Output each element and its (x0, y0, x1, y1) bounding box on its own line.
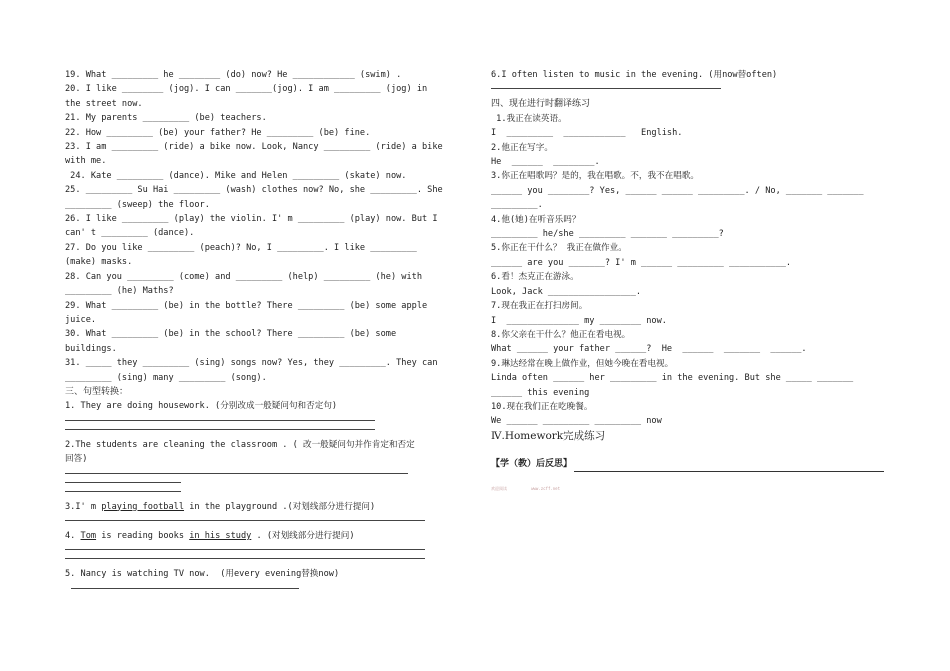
answer-line (65, 429, 375, 430)
reflection-label: 【学（教）后反思】 (491, 459, 573, 470)
exercise-line: _________ (he) Maths? (65, 286, 174, 297)
exercise-line: 21. My parents _________ (be) teachers. (65, 113, 267, 124)
exercise-line: 24. Kate _________ (dance). Mike and Helen _________ (skate) now. (65, 170, 407, 181)
translation-line: He ______ ________. (491, 157, 600, 168)
translation-line: 4.他(她)在听音乐吗？ (491, 214, 581, 225)
exercise-line: buildings. (65, 343, 117, 354)
exercise-line: _________ (sweep) the floor. (65, 199, 210, 210)
answer-line (65, 491, 181, 492)
question-1: 1. They are doing housework. (分别改成一般疑问句和否定句) (65, 401, 338, 412)
translation-line: ______ you ________? Yes, ______ ______ _________. / No, _______ _______ (491, 185, 864, 196)
exercise-line: 29. What _________ (be) in the bottle? There _________ (be) some apple (65, 300, 428, 311)
translation-exercises (491, 112, 901, 429)
answer-line (65, 420, 375, 421)
answer-line (491, 88, 721, 89)
exercise-line: juice. (65, 314, 97, 325)
exercise-line: (make) masks. (65, 257, 133, 268)
answer-line (71, 588, 299, 589)
translation-line: I ______________ my ________ now. (491, 315, 667, 326)
translation-line: We ______ _________ _________ now (491, 416, 662, 427)
translation-line: 7.现在我正在打扫房间。 (491, 301, 588, 312)
left-column (65, 68, 470, 597)
translation-line: ______ are you _______? I' m ______ _________ ___________. (491, 257, 792, 268)
exercise-line: 28. Can you _________ (come) and _________ (help) _________ (he) with (65, 271, 422, 282)
exercise-line: 20. I like ________ (jog). I can _______(jog). I am _________ (jog) in (65, 84, 428, 95)
exercise-line: can' t _________ (dance). (65, 228, 195, 239)
translation-line: ______ this evening (491, 387, 590, 398)
question-3: 3.I' m playing football in the playground .(对划线部分进行提问) (65, 501, 376, 512)
section-4-title: 四、现在进行时翻译练习 (491, 99, 591, 110)
translation-line: Look, Jack _________________. (491, 286, 642, 297)
exercise-line: 22. How _________ (be) your father? He _________ (be) fine. (65, 127, 371, 138)
question-2: 2.The students are cleaning the classroom . ( 改一般疑问句并作肯定和否定 (65, 439, 415, 450)
translation-line: 5.你正在干什么？ 我正在做作业。 (491, 243, 627, 254)
question-4: 4. Tom is reading books in his study . (对划线部分进行提问) (65, 530, 355, 541)
exercise-line: 26. I like _________ (play) the violin. I' m _________ (play) now. But I (65, 214, 438, 225)
translation-line: 1.我正在读英语。 (491, 113, 567, 124)
translation-line: 9.琳达经常在晚上做作业，但她今晚在看电视。 (491, 358, 674, 369)
answer-line (65, 549, 425, 550)
translation-line: 6.看！杰克正在游泳。 (491, 272, 579, 283)
exercise-line: 30. What _________ (be) in the school? There _________ (be) some (65, 329, 397, 340)
section-3-title: 三、句型转换： (65, 386, 129, 397)
exercise-line: 31. _____ they _________ (sing) songs now? Yes, they _________. They can (65, 358, 438, 369)
translation-line: _________. (491, 200, 543, 211)
answer-line (65, 520, 425, 521)
footer-watermark: 欢迎阅读 www.zcff.net (491, 485, 560, 491)
translation-line: 3.你正在唱歌吗？是的，我在唱歌。不，我不在唱歌。 (491, 171, 700, 182)
exercise-line: 19. What _________ he ________ (do) now? He ____________ (swim) . (65, 70, 402, 80)
right-column (491, 68, 901, 496)
reflection-row (491, 457, 901, 471)
translation-line: Linda often ______ her _________ in the evening. But she _____ _______ (491, 373, 854, 384)
exercise-line: 27. Do you like _________ (peach)? No, I _________. I like _________ (65, 242, 417, 253)
exercise-line: with me. (65, 156, 107, 167)
exercise-line: _________ (sing) many _________ (song). (65, 372, 267, 383)
exercise-line: 23. I am _________ (ride) a bike now. Look, Nancy _________ (ride) a bike (65, 142, 443, 153)
reflection-line (574, 471, 884, 472)
translation-line: I _________ ____________ English. (491, 128, 683, 139)
answer-line (65, 473, 408, 474)
question-5: 5. Nancy is watching TV now. (用every evening替换now) (65, 569, 340, 580)
answer-line (65, 558, 425, 559)
translation-line: 2.他正在写字。 (491, 142, 553, 153)
exercise-line: 25. _________ Su Hai _________ (wash) clothes now? No, she _________. She (65, 185, 443, 196)
translation-line: 8.你父亲在干什么？他正在看电视。 (491, 329, 631, 340)
question-6: 6.I often listen to music in the evening. (用now替often) (491, 70, 778, 80)
translation-line: 10.现在我们正在吃晚餐。 (491, 401, 593, 412)
question-2-cont: 回答) (65, 454, 88, 465)
translation-line: _________ he/she _________ _______ _________? (491, 229, 724, 240)
answer-line (65, 482, 181, 483)
exercise-line: the street now. (65, 98, 143, 109)
fill-in-exercises (65, 68, 470, 385)
homework-heading: Ⅳ.Homework完成练习 (491, 429, 606, 442)
translation-line: What ______ your father ______? He ______ _______ ______. (491, 344, 807, 355)
